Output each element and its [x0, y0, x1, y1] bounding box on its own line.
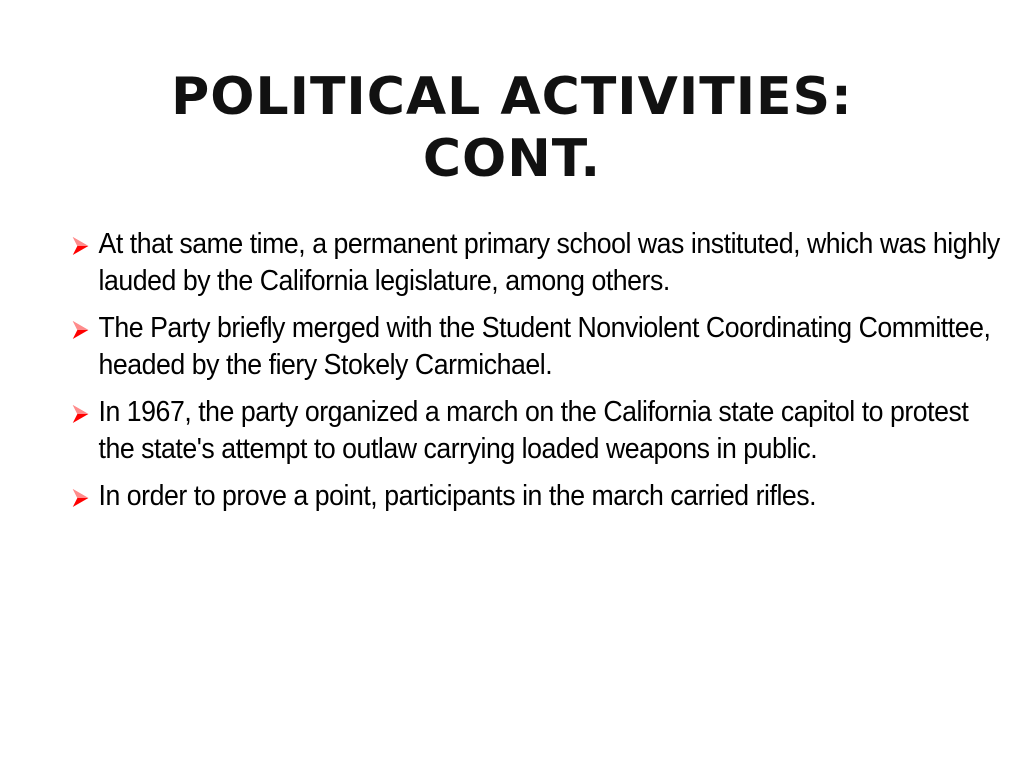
bullet-text: In order to prove a point, participants in the march carried rifles.: [98, 480, 817, 512]
bullet-item: [70, 226, 1004, 300]
arrow-right-icon: [70, 403, 90, 425]
arrow-right-icon: [70, 487, 90, 509]
slide-title-line-2: CONT.: [422, 129, 602, 189]
bullet-text: At that same time, a permanent primary school was instituted, which was highly lauded by the California legislature, among others.: [98, 228, 1000, 297]
bullet-item: [70, 478, 1004, 515]
bullet-item: [70, 310, 1004, 384]
bullet-item: [70, 394, 1004, 468]
bullet-text: The Party briefly merged with the Student Nonviolent Coordinating Committee, headed by the fiery Stokely Carmichael.: [98, 312, 991, 381]
bullet-list: [70, 226, 1000, 525]
slide-title: [0, 66, 1024, 190]
slide-title-line-1: POLITICAL ACTIVITIES:: [171, 67, 853, 127]
bullet-text: In 1967, the party organized a march on the California state capitol to protest the state's attempt to outlaw carrying loaded weapons in public.: [98, 396, 969, 465]
arrow-right-icon: [70, 319, 90, 341]
arrow-right-icon: [70, 235, 90, 257]
